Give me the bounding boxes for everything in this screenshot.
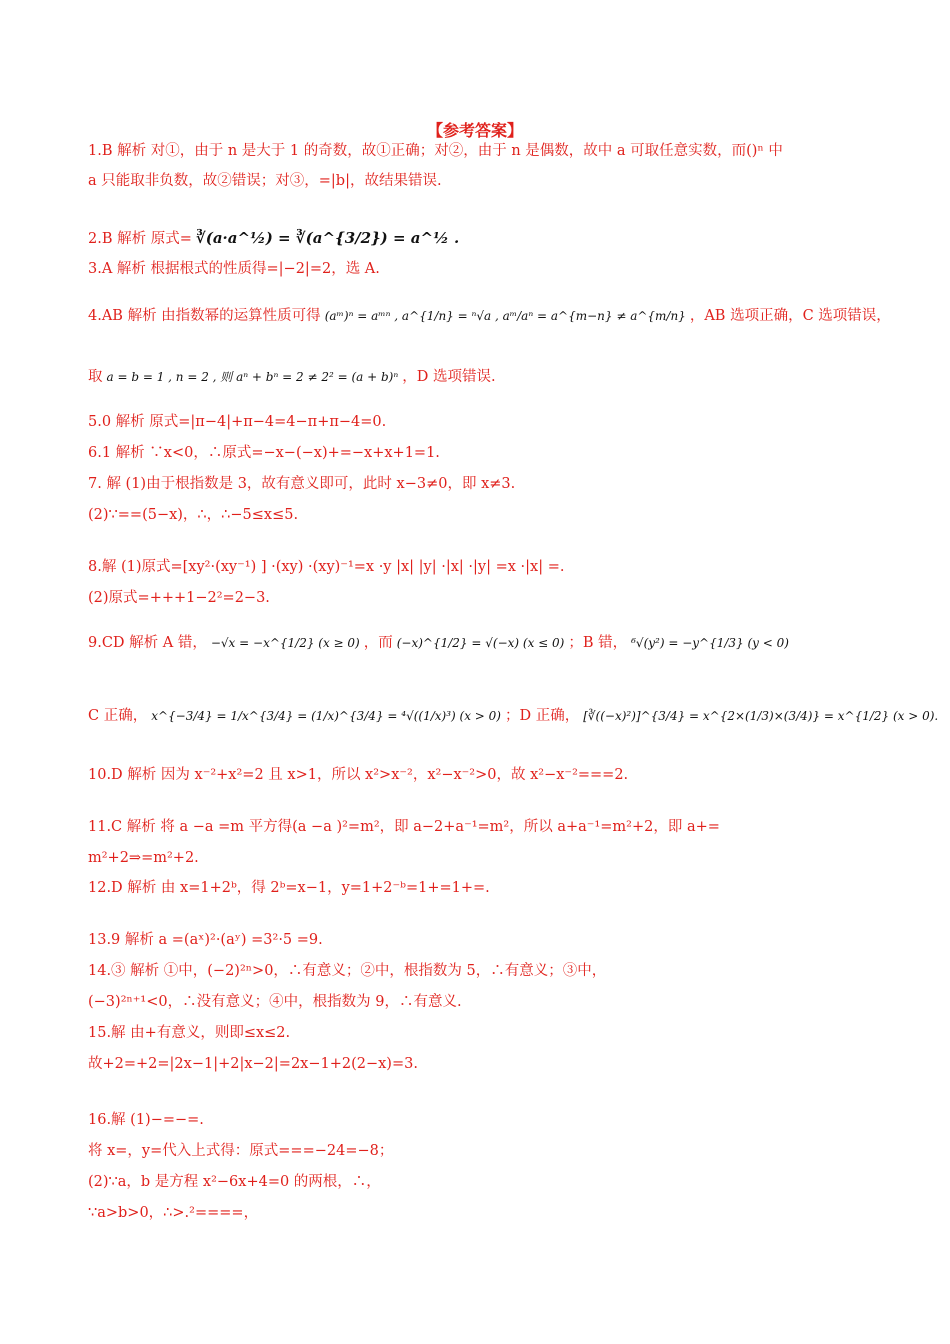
answer-3: 3.A 解析 根据根式的性质得=|−2|=2，选 A. <box>88 261 380 277</box>
answer-15-line-1: 15.解 由+有意义，则即≤x≤2. <box>88 1025 291 1041</box>
answer-4-take: 取 <box>88 369 103 385</box>
answer-9-formula-a1: −√x = −x^{1/2} (x ≥ 0) <box>210 636 360 650</box>
answer-title: 【参考答案】 <box>426 121 523 140</box>
answer-7-line-2: (2)∵==(5−x)，∴，∴−5≤x≤5. <box>88 507 299 523</box>
answer-14-line-2: (−3)²ⁿ⁺¹<0，∴没有意义；④中，根指数为 9，∴有意义. <box>88 994 462 1010</box>
answer-5: 5.0 解析 原式=|π−4|+π−4=4−π+π−4=0. <box>88 414 387 430</box>
answer-9-mid-2: ；B 错， <box>568 635 628 651</box>
answer-9-line-2 <box>88 706 939 726</box>
answer-4-formula-a: (aᵐ)ⁿ = aᵐⁿ , a^{1/n} = ⁿ√a , aᵐ/aⁿ = a^{m−n} ≠ a^{m/n} <box>324 309 686 323</box>
answer-7-line-1: 7. 解 (1)由于根指数是 3，故有意义即可，此时 x−3≠0，即 x≠3. <box>88 476 516 492</box>
answer-8-line-1: 8.解 (1)原式=[xy²·(xy⁻¹) ] ·(xy) ·(xy)⁻¹=x ·y |x| |y| ·|x| ·|y| =x ·|x| =. <box>88 559 565 575</box>
answer-9-formula-b2: [∛((−x)²)]^{3/4} = x^{2×(1/3)×(3/4)} = x^{1/2} (x > 0). <box>583 709 939 723</box>
answer-9-c-text: C 正确， <box>88 708 148 724</box>
answer-4-tail-2: ，D 选项错误. <box>402 369 496 385</box>
answer-6: 6.1 解析 ∵x<0，∴原式=−x−(−x)+=−x+x+1=1. <box>88 445 440 461</box>
answer-13: 13.9 解析 a =(aˣ)²·(aʸ) =3²·5 =9. <box>88 932 323 948</box>
answer-9-formula-b1: x^{−3/4} = 1/x^{3/4} = (1/x)^{3/4} = ⁴√((1/x)³) (x > 0) <box>151 709 501 723</box>
answer-9-formula-a2: (−x)^{1/2} = √(−x) (x ≤ 0) <box>396 636 565 650</box>
answer-9-formula-a3: ⁶√(y²) = −y^{1/3} (y < 0) <box>631 636 789 650</box>
answer-2-formula: ∛(a·a^½) = ∛(a^{3/2}) = a^½ . <box>195 229 460 247</box>
answer-16-line-3: (2)∵a，b 是方程 x²−6x+4=0 的两根，∴， <box>88 1174 381 1190</box>
answer-4-formula-b: a = b = 1 , n = 2 , 则 aⁿ + bⁿ = 2 ≠ 2² = (a + b)ⁿ <box>106 370 399 384</box>
answer-1-line-2: a 只能取非负数，故②错误；对③，=|b|，故结果错误. <box>88 173 442 189</box>
answer-4-line-2 <box>88 367 868 387</box>
answer-16-line-2: 将 x=，y=代入上式得：原式===−24=−8； <box>88 1143 394 1159</box>
answer-1-line-1: 1.B 解析 对①，由于 n 是大于 1 的奇数，故①正确；对②，由于 n 是偶数，故中 a 可取任意实数，而()ⁿ 中 <box>88 143 783 159</box>
answer-11-line-1: 11.C 解析 将 a −a =m 平方得(a −a )²=m²，即 a−2+a⁻¹=m²，所以 a+a⁻¹=m²+2，即 a+= <box>88 819 720 835</box>
answer-9-mid: ，而 <box>363 635 393 651</box>
answer-9-d-text: ；D 正确， <box>504 708 580 724</box>
answer-11-line-2: m²+2⇒=m²+2. <box>88 850 199 866</box>
answer-4-tail: ，AB 选项正确，C 选项错误， <box>689 308 891 324</box>
answer-9-line-1 <box>88 633 868 653</box>
answer-4-text: 4.AB 解析 由指数幂的运算性质可得 <box>88 308 321 324</box>
answer-10: 10.D 解析 因为 x⁻²+x²=2 且 x>1，所以 x²>x⁻²，x²−x⁻²>0，故 x²−x⁻²===2. <box>88 767 629 783</box>
answer-9-text: 9.CD 解析 A 错， <box>88 635 207 651</box>
answer-16-line-1: 16.解 (1)−=−=. <box>88 1112 204 1128</box>
answer-2-text: 2.B 解析 原式= <box>88 231 192 247</box>
answer-16-line-4: ∵a>b>0，∴>.²====， <box>88 1205 259 1221</box>
answer-14-line-1: 14.③ 解析 ①中，(−2)²ⁿ>0，∴有意义；②中，根指数为 5，∴有意义；③中， <box>88 963 607 979</box>
answer-12: 12.D 解析 由 x=1+2ᵇ，得 2ᵇ=x−1，y=1+2⁻ᵇ=1+=1+=. <box>88 880 490 896</box>
answer-8-line-2: (2)原式=+++1−2²=2−3. <box>88 590 270 606</box>
answer-4-line-1 <box>88 306 891 326</box>
answer-15-line-2: 故+2=+2=|2x−1|+2|x−2|=2x−1+2(2−x)=3. <box>88 1056 418 1072</box>
answer-2 <box>88 228 868 249</box>
